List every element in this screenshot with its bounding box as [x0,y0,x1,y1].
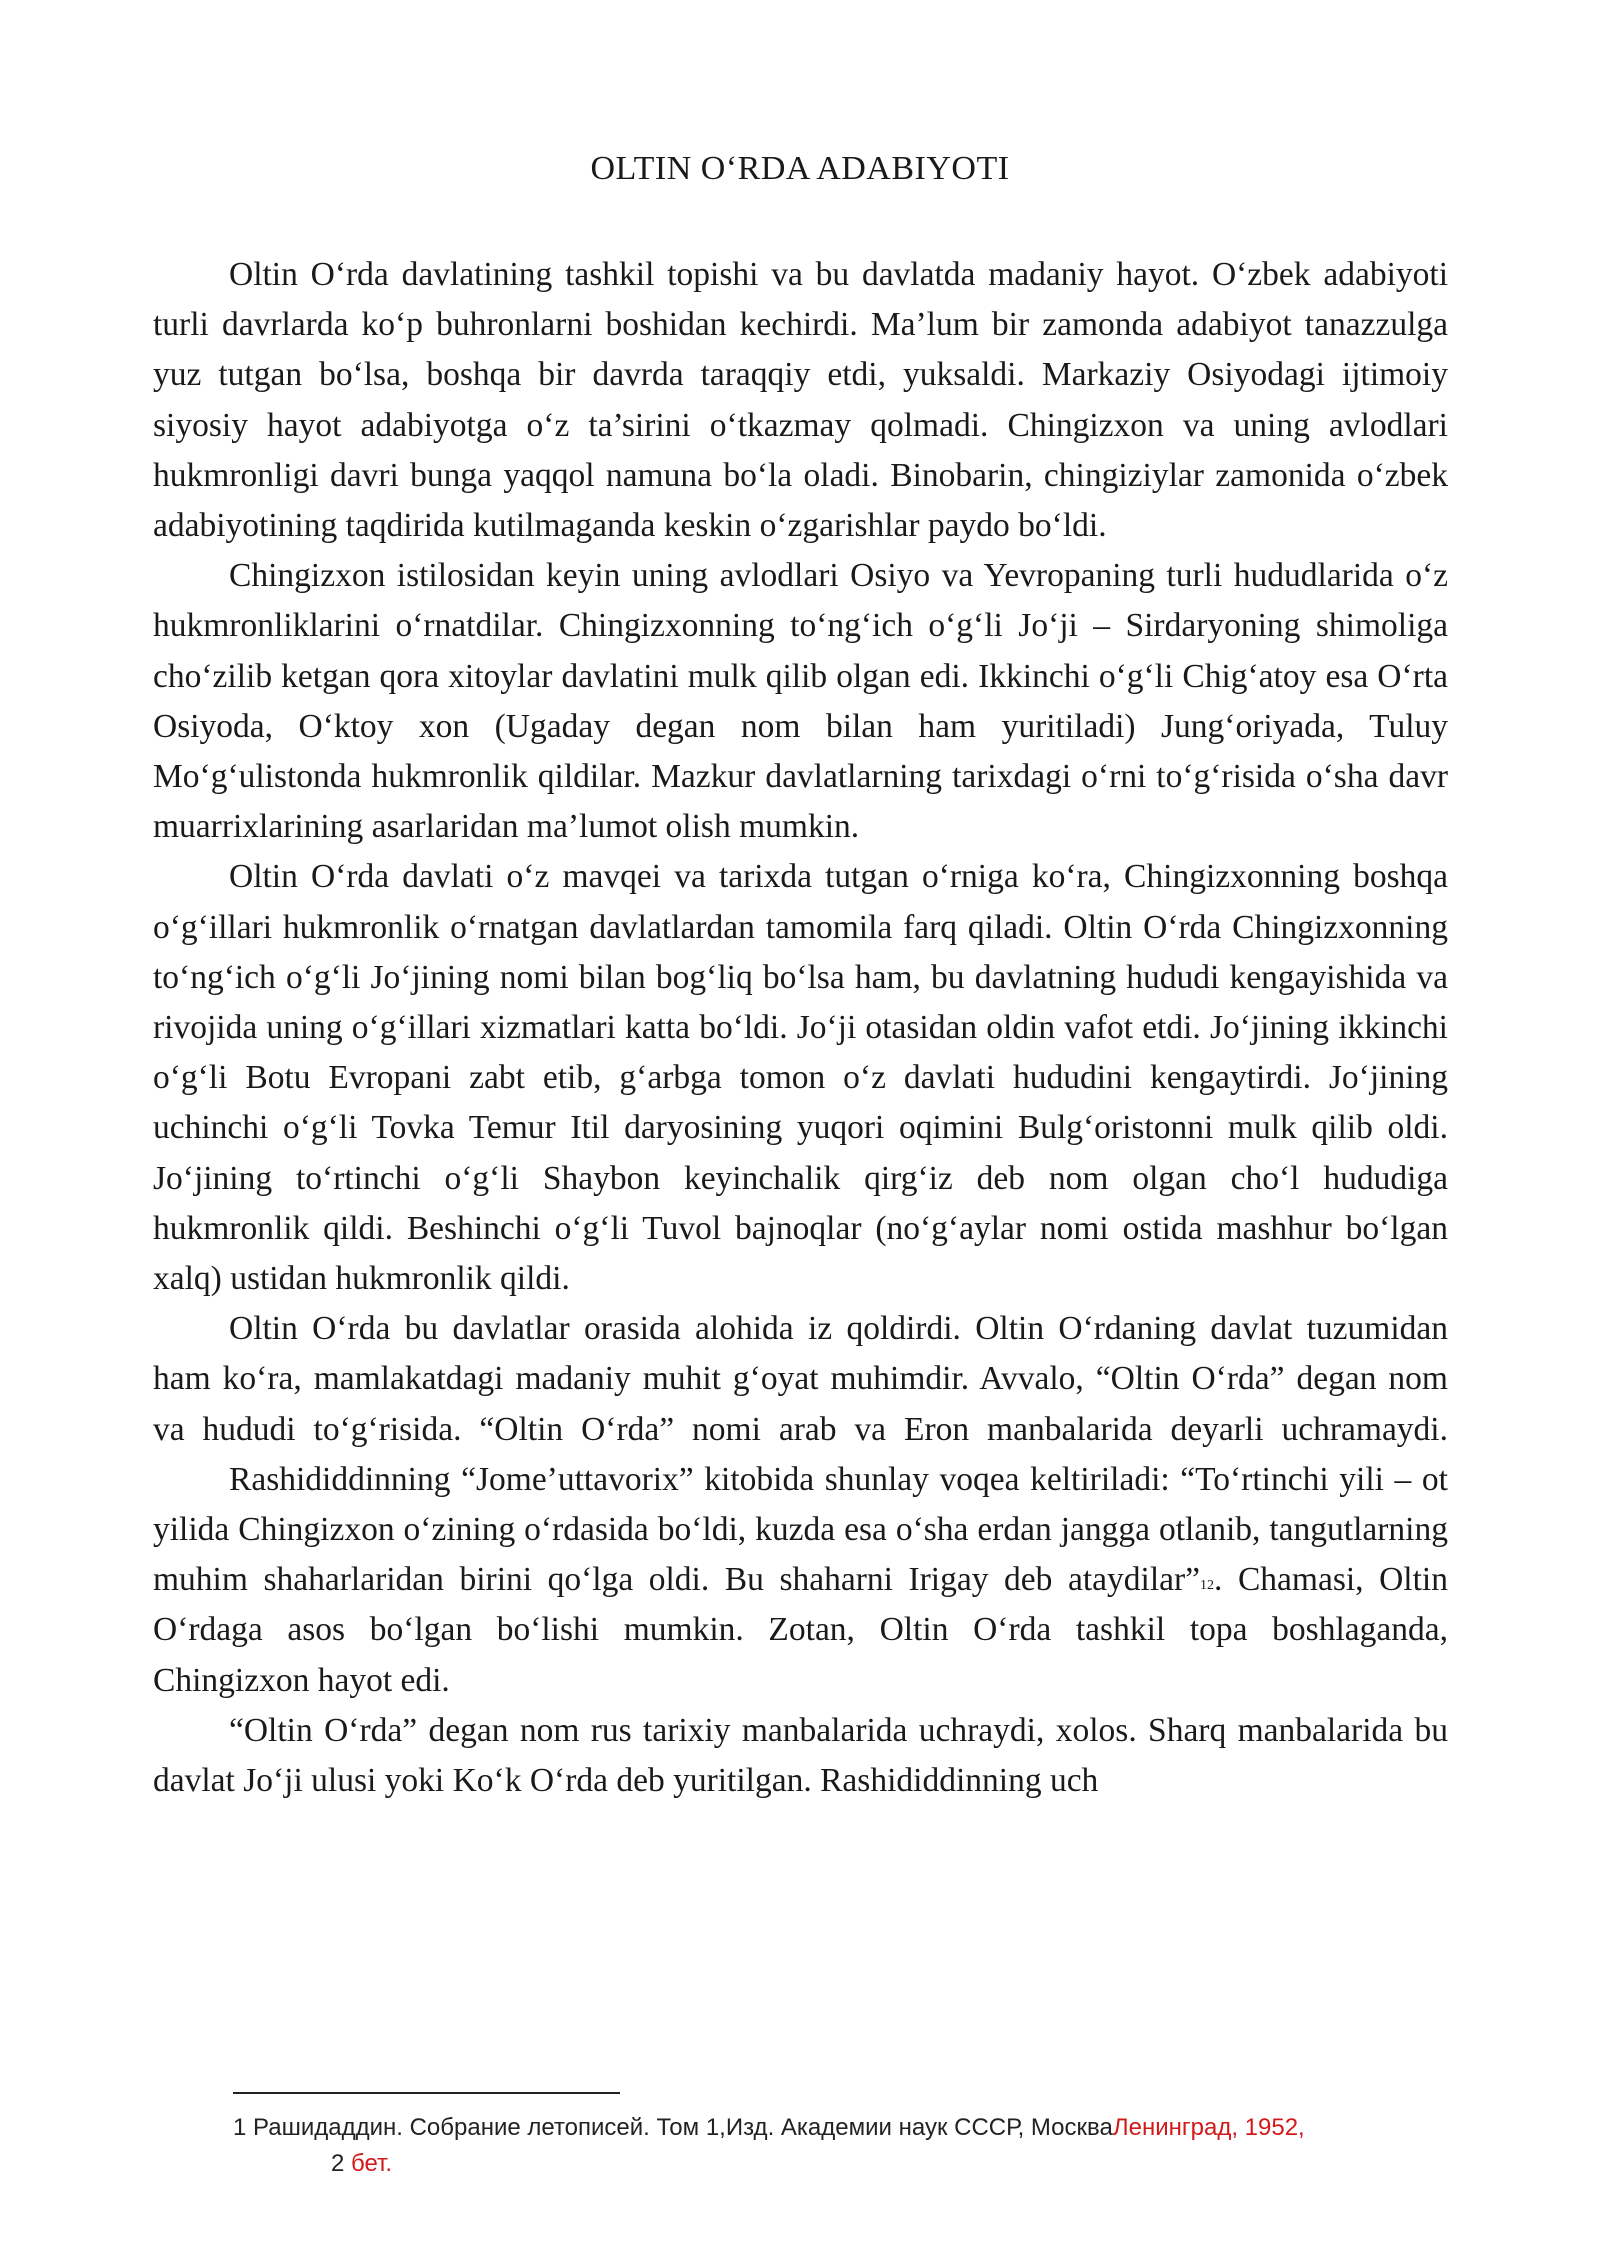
page-title: OLTIN O‘RDA ADABIYOTI [590,150,1010,187]
paragraph-2: Chingizxon istilosidan keyin uning avlodlari Osiyo va Yevropaning turli hududlarida o‘z hukmronliklarini o‘rnatdilar. Chingizxonning to‘ng‘ich o‘g‘li Jo‘ji – Sirdaryoning shimoliga cho‘zilib ketgan qora xitoylar davlatini mulk qilib olgan edi. Ikkinchi o‘g‘li Chig‘atoy esa O‘rta Osiyoda, O‘ktoy xon (Ugaday degan nom bilan ham yuritiladi) Jung‘oriyada, Tuluy Mo‘g‘ulistonda hukmronlik qildilar. Mazkur davlatlarning tarixdagi o‘rni to‘g‘risida o‘sha davr muarrixlarining asarlaridan ma’lumot olish mumkin. [153,557,1448,846]
paragraph-5 [153,1455,1448,1706]
footnote-separator [233,2092,620,2094]
footnote-page-label: бет. [351,2150,393,2177]
footnote-text: Рашидаддин. Собрание летописей. Том 1,Изд. Академии наук СССР, Москва [246,2114,1113,2141]
body-text [153,250,1448,1806]
footnote [233,2110,1463,2182]
paragraph-5-continued: . Chamasi, Oltin O‘rdaga asos bo‘lgan bo‘lishi mumkin. Zotan, Oltin O‘rda tashkil topa boshlaganda, Chingizxon hayot edi. [153,1561,1448,1699]
footnote-number: 1 [233,2114,247,2141]
footnote-text-red: Ленинград, 1952, [1112,2114,1305,2141]
paragraph-6: “Oltin O‘rda” degan nom rus tarixiy manbalarida uchraydi, xolos. Sharq manbalarida bu davlat Jo‘ji ulusi yoki Ko‘k O‘rda deb yuritilgan. Rashididdinning uch [153,1711,1448,1800]
footnote-reference[interactable]: 12 [1200,1578,1215,1594]
paragraph-5-quote: Rashididdinning “Jome’uttavorix” kitobida shunlay voqea keltiriladi: “To‘rtinchi yili – ot yilida Chingizxon o‘zining o‘rdasida bo‘ldi, kuzda esa o‘sha erdan jangga otlanib, tangutlarning muhim shaharlaridan birini qo‘lga oldi. Bu shaharni Irigay deb ataydilar” [153,1460,1448,1599]
footnote-number-2: 2 [331,2150,345,2177]
paragraph-4: Oltin O‘rda bu davlatlar orasida alohida iz qoldirdi. Oltin O‘rdaning davlat tuzumidan ham ko‘ra, mamlakatdagi madaniy muhit g‘oyat muhimdir. Avvalo, “Oltin O‘rda” degan nom va hududi to‘g‘risida. “Oltin O‘rda” nomi arab va Eron manbalarida deyarli uchramaydi. [153,1310,1448,1448]
footnote-line-1 [233,2110,1463,2146]
paragraph-3: Oltin O‘rda davlati o‘z mavqei va tarixda tutgan o‘rniga ko‘ra, Chingizxonning boshqa o‘g‘illari hukmronlik o‘rnatgan davlatlardan tamomila farq qiladi. Oltin O‘rda Chingizxonning to‘ng‘ich o‘g‘li Jo‘jining nomi bilan bog‘liq bo‘lsa ham, bu davlatning hududi kengayishida va rivojida uning o‘g‘illari xizmatlari katta bo‘ldi. Jo‘ji otasidan oldin vafot etdi. Jo‘jining ikkinchi o‘g‘li Botu Evropani zabt etib, g‘arbga tomon o‘z davlati hududini kengaytirdi. Jo‘jining uchinchi o‘g‘li Tovka Temur Itil daryosining yuqori oqimini Bulg‘oristonni mulk qilib oldi. Jo‘jining to‘rtinchi o‘g‘li Shaybon keyinchalik qirg‘iz deb nom olgan cho‘l hududiga hukmronlik qildi. Beshinchi o‘g‘li Tuvol bajnoqlar (no‘g‘aylar nomi ostida mashhur bo‘lgan xalq) ustidan hukmronlik qildi. [153,858,1448,1298]
footnote-line-2 [233,2146,1463,2182]
paragraph-1: Oltin O‘rda davlatining tashkil topishi va bu davlatda madaniy hayot. O‘zbek adabiyoti turli davrlarda ko‘p buhronlarni boshidan kechirdi. Ma’lum bir zamonda adabiyot tanazzulga yuz tutgan bo‘lsa, boshqa bir davrda taraqqiy etdi, yuksaldi. Markaziy Osiyodagi ijtimoiy siyosiy hayot adabiyotga o‘z ta’sirini o‘tkazmay qolmadi. Chingizxon va uning avlodlari hukmronligi davri bunga yaqqol namuna bo‘la oladi. Binobarin, chingiziylar zamonida o‘zbek adabiyotining taqdirida kutilmaganda keskin o‘zgarishlar paydo bo‘ldi. [153,256,1448,545]
